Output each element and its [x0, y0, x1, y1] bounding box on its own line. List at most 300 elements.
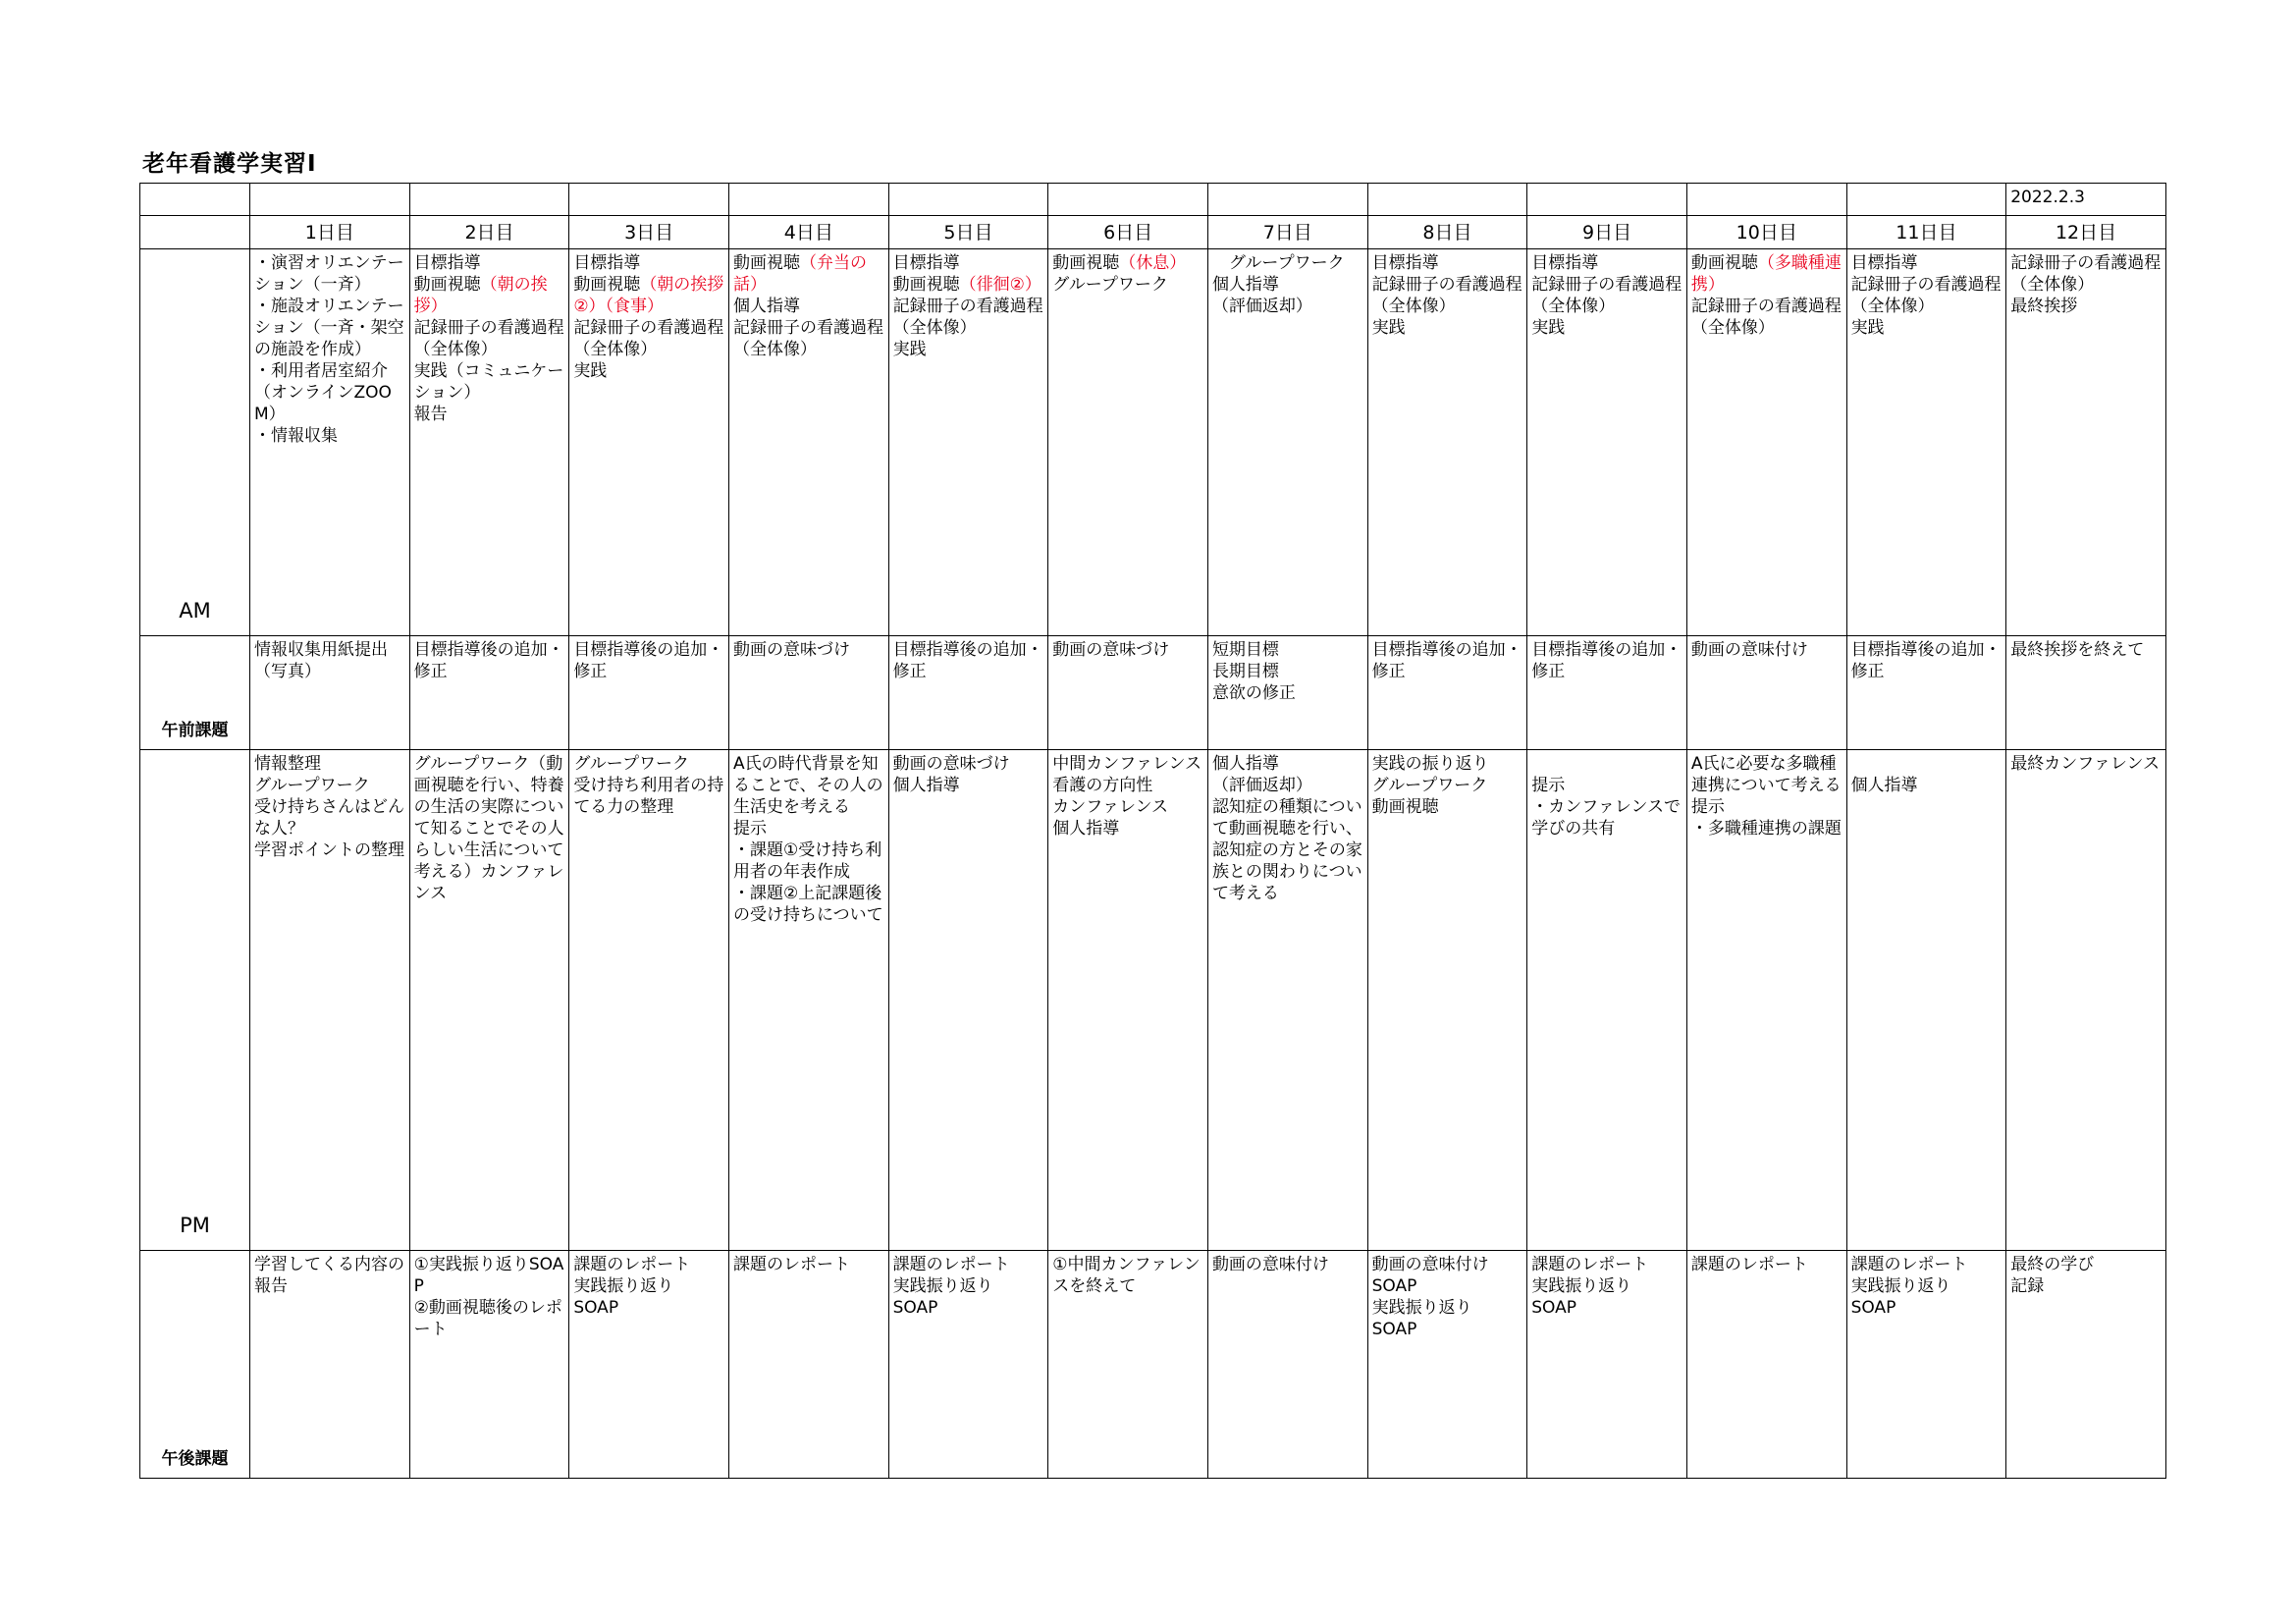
cell-line — [414, 753, 565, 904]
cell-text: 記録冊子の看護過程（全体像） — [732, 318, 883, 359]
empty-cell — [728, 184, 888, 216]
highlighted-text: （弁当の話） — [732, 253, 867, 295]
day-header-1: 1日目 — [250, 216, 410, 249]
cell-line — [254, 296, 405, 360]
cell-line — [1691, 753, 1842, 796]
highlighted-text: （休息） — [1119, 253, 1187, 273]
cell-text: 実践振り返り — [892, 1276, 993, 1296]
am-cell-day-9 — [1527, 249, 1687, 636]
cell-line — [1212, 682, 1363, 704]
cell-text: 記録冊子の看護過程（全体像） — [413, 318, 564, 359]
cell-line — [1212, 274, 1363, 296]
empty-cell — [409, 184, 569, 216]
cell-line — [1531, 317, 1682, 339]
cell-line — [1851, 1297, 2002, 1319]
cell-line — [414, 404, 565, 425]
empty-cell — [1367, 184, 1527, 216]
cell-line — [733, 818, 884, 839]
cell-text: 目標指導後の追加・修正 — [1850, 640, 2002, 681]
cell-text: ・課題①受け持ち利用者の年表作成 — [732, 840, 882, 882]
cell-text: ・カンファレンスで学びの共有 — [1531, 797, 1681, 839]
pm-task-cell-day-1 — [250, 1251, 410, 1479]
am-task-label: 午前課題 — [161, 721, 229, 740]
cell-line — [1691, 818, 1842, 839]
cell-text: ②動画視聴後のレポート — [413, 1298, 562, 1339]
cell-line — [1372, 1297, 1523, 1319]
cell-line — [1052, 274, 1203, 296]
pm-task-cell-day-7 — [1207, 1251, 1367, 1479]
cell-line — [733, 639, 884, 661]
cell-line — [1212, 775, 1363, 796]
cell-line — [1851, 274, 2002, 317]
cell-text: 意欲の修正 — [1211, 683, 1296, 703]
cell-line — [1372, 775, 1523, 796]
pm-cell-day-3 — [569, 750, 729, 1251]
day-header-2: 2日目 — [409, 216, 569, 249]
pm-cell-day-11 — [1846, 750, 2006, 1251]
cell-line — [1531, 775, 1682, 796]
cell-text: 個人指導 — [1211, 754, 1279, 774]
cell-text: 動画視聴 — [1371, 797, 1439, 817]
day-header-3: 3日目 — [569, 216, 729, 249]
cell-text: 課題のレポート — [1690, 1255, 1808, 1274]
cell-line — [893, 339, 1044, 360]
empty-cell — [888, 184, 1048, 216]
pm-cell-day-1 — [250, 750, 410, 1251]
am-task-cell-day-10 — [1686, 636, 1846, 750]
cell-line — [893, 1275, 1044, 1297]
cell-line — [1052, 1254, 1203, 1297]
cell-line — [573, 753, 724, 775]
cell-line — [1531, 1254, 1682, 1275]
cell-line — [1531, 753, 1682, 775]
cell-line — [1531, 252, 1682, 274]
pm-cell-day-2 — [409, 750, 569, 1251]
pm-row — [140, 750, 2166, 1251]
cell-text: ・多職種連携の課題 — [1690, 819, 1842, 839]
cell-line — [1052, 639, 1203, 661]
cell-line — [573, 1297, 724, 1319]
cell-text: A氏の時代背景を知ることで、その人の生活史を考える — [732, 754, 883, 817]
pm-task-cell-day-10 — [1686, 1251, 1846, 1479]
cell-text: 認知症の種類について動画視聴を行い、認知症の方とその家族との関わりについて考える — [1211, 797, 1362, 903]
cell-text: 最終カンファレンス — [2010, 754, 2160, 774]
cell-text: 個人指導 — [1850, 776, 1918, 795]
cell-text: カンファレンス — [1052, 797, 1169, 817]
cell-text: 課題のレポート — [573, 1255, 691, 1274]
cell-line — [573, 317, 724, 360]
pm-task-cell-day-9 — [1527, 1251, 1687, 1479]
cell-text: 提示 — [732, 819, 767, 839]
cell-text: 目標指導 — [1850, 253, 1918, 273]
am-cell-day-1 — [250, 249, 410, 636]
cell-line — [1212, 252, 1363, 274]
corner-cell — [140, 216, 250, 249]
cell-text: 課題のレポート — [1531, 1255, 1649, 1274]
am-task-cell-day-12 — [2006, 636, 2166, 750]
cell-text: 動画の意味付け — [1371, 1255, 1489, 1274]
cell-text: 個人指導 — [1211, 275, 1279, 295]
cell-text: 看護の方向性 — [1052, 776, 1153, 795]
am-task-cell-day-8 — [1367, 636, 1527, 750]
cell-line — [733, 252, 884, 296]
am-cell-day-2 — [409, 249, 569, 636]
cell-text: 報告 — [413, 405, 448, 424]
pm-task-label: 午後課題 — [161, 1449, 229, 1469]
cell-text: SOAP — [1371, 1276, 1417, 1296]
cell-text: 記録冊子の看護過程（全体像） — [1371, 275, 1522, 316]
cell-text: 記録冊子の看護過程（全体像） — [1690, 297, 1842, 338]
am-task-cell-day-9 — [1527, 636, 1687, 750]
cell-text: 目標指導 — [413, 253, 481, 273]
cell-text: 目標指導 — [892, 253, 960, 273]
cell-line — [2010, 1254, 2162, 1275]
pm-label-cell — [140, 750, 250, 1251]
day-header-row — [140, 216, 2166, 249]
cell-line — [254, 639, 405, 682]
cell-text: 実践振り返り — [1371, 1298, 1472, 1318]
cell-text: 実践振り返り — [1850, 1276, 1951, 1296]
cell-text: 実践 — [1850, 318, 1885, 338]
cell-text: 動画視聴 — [413, 275, 481, 295]
cell-line — [1372, 753, 1523, 775]
highlighted-text: （多職種連携） — [1690, 253, 1842, 295]
pm-cell-day-7 — [1207, 750, 1367, 1251]
cell-text: 個人指導 — [732, 297, 800, 316]
cell-line — [893, 274, 1044, 296]
cell-text: 実践の振り返り — [1371, 754, 1489, 774]
empty-cell — [1846, 184, 2006, 216]
cell-text: 目標指導後の追加・修正 — [573, 640, 724, 681]
cell-line — [2010, 296, 2162, 317]
empty-cell — [250, 184, 410, 216]
cell-line — [1212, 661, 1363, 682]
cell-text: ①実践振り返りSOAP — [413, 1255, 564, 1296]
cell-line — [254, 360, 405, 425]
cell-text: 実践 — [573, 361, 608, 381]
cell-text: 目標指導後の追加・修正 — [1371, 640, 1522, 681]
cell-text: グループワーク — [1211, 253, 1345, 273]
am-task-row — [140, 636, 2166, 750]
pm-task-cell-day-5 — [888, 1251, 1048, 1479]
cell-line — [414, 639, 565, 682]
highlighted-text: （朝の挨拶②）（食事） — [573, 275, 724, 316]
document-title: 老年看護学実習Ⅰ — [142, 151, 317, 177]
cell-text: 実践 — [1531, 318, 1566, 338]
am-cell-day-8 — [1367, 249, 1527, 636]
cell-text: 目標指導後の追加・修正 — [413, 640, 564, 681]
cell-line — [254, 775, 405, 796]
cell-line — [1851, 639, 2002, 682]
cell-text: 動画の意味づけ — [1052, 640, 1170, 660]
cell-text: 最終挨拶を終えて — [2010, 640, 2145, 660]
day-header-4: 4日目 — [728, 216, 888, 249]
cell-line — [733, 1254, 884, 1275]
cell-line — [414, 317, 565, 360]
pm-task-cell-day-8 — [1367, 1251, 1527, 1479]
am-cell-day-11 — [1846, 249, 2006, 636]
cell-line — [573, 360, 724, 382]
cell-line — [1851, 252, 2002, 274]
cell-text: 実践 — [892, 340, 927, 359]
pm-cell-day-5 — [888, 750, 1048, 1251]
cell-text: 提示 — [1531, 776, 1566, 795]
pm-task-label-cell — [140, 1251, 250, 1479]
am-cell-day-6 — [1048, 249, 1208, 636]
pm-task-cell-day-2 — [409, 1251, 569, 1479]
cell-text: 課題のレポート — [1850, 1255, 1968, 1274]
cell-text: ・情報収集 — [254, 426, 338, 446]
am-row — [140, 249, 2166, 636]
cell-text: 記録冊子の看護過程（全体像） — [1850, 275, 2002, 316]
cell-line — [1691, 252, 1842, 296]
cell-line — [1052, 753, 1203, 775]
cell-line — [1212, 639, 1363, 661]
cell-line — [1531, 1275, 1682, 1297]
cell-text: 短期目標 — [1211, 640, 1279, 660]
cell-line — [2010, 753, 2162, 775]
cell-line — [893, 1254, 1044, 1275]
day-header-7: 7日目 — [1207, 216, 1367, 249]
am-cell-day-7 — [1207, 249, 1367, 636]
cell-text: SOAP — [1850, 1298, 1896, 1318]
highlighted-text: （朝の挨拶） — [413, 275, 548, 316]
cell-text: 課題のレポート — [892, 1255, 1010, 1274]
cell-line — [2010, 639, 2162, 661]
cell-text: 動画の意味づけ — [732, 640, 850, 660]
cell-line — [254, 252, 405, 296]
cell-line — [573, 1275, 724, 1297]
cell-line — [1851, 753, 2002, 775]
cell-line — [2010, 1275, 2162, 1297]
cell-text: ・演習オリエンテーション（一斉） — [254, 253, 404, 295]
pm-task-cell-day-6 — [1048, 1251, 1208, 1479]
cell-text: 最終挨拶 — [2010, 297, 2078, 316]
am-task-cell-day-4 — [728, 636, 888, 750]
cell-line — [1212, 296, 1363, 317]
cell-line — [1052, 252, 1203, 274]
cell-line — [733, 317, 884, 360]
cell-line — [733, 753, 884, 818]
cell-text: 長期目標 — [1211, 662, 1279, 681]
cell-line — [254, 753, 405, 775]
cell-text: 目標指導 — [573, 253, 641, 273]
cell-text: 課題のレポート — [732, 1255, 850, 1274]
cell-line — [414, 252, 565, 274]
cell-text: 動画の意味付け — [1690, 640, 1808, 660]
cell-text: 記録冊子の看護過程（全体像） — [573, 318, 724, 359]
cell-text: 記録冊子の看護過程（全体像） — [892, 297, 1043, 338]
cell-text: 動画の意味付け — [1211, 1255, 1329, 1274]
am-cell-day-5 — [888, 249, 1048, 636]
cell-text: SOAP — [892, 1298, 938, 1318]
cell-line — [1691, 796, 1842, 818]
cell-text: 中間カンファレンス — [1052, 754, 1202, 774]
cell-line — [414, 1297, 565, 1340]
cell-line — [573, 639, 724, 682]
cell-text: 目標指導 — [1531, 253, 1599, 273]
cell-text: ・課題②上記課題後の受け持ちについて — [732, 884, 883, 925]
cell-line — [733, 883, 884, 926]
cell-line — [1212, 1254, 1363, 1275]
cell-text: SOAP — [573, 1298, 619, 1318]
empty-cell — [1686, 184, 1846, 216]
cell-line — [1052, 775, 1203, 796]
cell-text: SOAP — [1531, 1298, 1577, 1318]
cell-line — [1212, 753, 1363, 775]
cell-text: （評価返却） — [1211, 297, 1312, 316]
cell-line — [1372, 274, 1523, 317]
cell-text: グループワーク — [254, 776, 370, 795]
cell-line — [1851, 1254, 2002, 1275]
cell-line — [893, 296, 1044, 339]
cell-line — [254, 1254, 405, 1297]
cell-text: グループワーク — [573, 754, 689, 774]
am-task-cell-day-1 — [250, 636, 410, 750]
cell-line — [1372, 252, 1523, 274]
empty-cell — [1527, 184, 1687, 216]
cell-line — [573, 1254, 724, 1275]
cell-text: 目標指導 — [1371, 253, 1439, 273]
pm-label: PM — [180, 1214, 210, 1237]
am-task-cell-day-11 — [1846, 636, 2006, 750]
cell-line — [1052, 796, 1203, 818]
cell-line — [1372, 639, 1523, 682]
cell-text: 学習ポイントの整理 — [254, 840, 404, 860]
cell-text: 記録冊子の看護過程（全体像） — [2010, 253, 2162, 295]
pm-cell-day-8 — [1367, 750, 1527, 1251]
cell-text: 実践 — [1371, 318, 1406, 338]
cell-text: A氏に必要な多職種連携について考える — [1690, 754, 1842, 795]
cell-text: 情報収集用紙提出（写真） — [254, 640, 388, 681]
am-cell-day-4 — [728, 249, 888, 636]
pm-cell-day-4 — [728, 750, 888, 1251]
cell-line — [414, 274, 565, 317]
schedule-table — [139, 183, 2166, 1479]
cell-text: 情報整理 — [254, 754, 321, 774]
cell-line — [1372, 317, 1523, 339]
cell-line — [1212, 796, 1363, 904]
cell-line — [1691, 296, 1842, 339]
pm-task-row — [140, 1251, 2166, 1479]
cell-line — [1851, 775, 2002, 796]
cell-line — [1531, 274, 1682, 317]
am-label-cell — [140, 249, 250, 636]
highlighted-text: （徘徊②） — [959, 275, 1041, 295]
cell-line — [893, 639, 1044, 682]
cell-line — [414, 1254, 565, 1297]
cell-text: 受け持ち利用者の持てる力の整理 — [573, 776, 724, 817]
cell-text: 記録 — [2010, 1276, 2045, 1296]
cell-text: 実践（コミュニケーション） — [413, 361, 564, 403]
cell-text: 目標指導後の追加・修正 — [892, 640, 1043, 681]
pm-cell-day-12 — [2006, 750, 2166, 1251]
cell-text: 受け持ちさんはどんな人？ — [254, 797, 404, 839]
cell-text: 動画視聴 — [732, 253, 800, 273]
cell-line — [733, 296, 884, 317]
day-header-6: 6日目 — [1048, 216, 1208, 249]
pm-cell-day-6 — [1048, 750, 1208, 1251]
cell-text: 動画視聴 — [573, 275, 641, 295]
cell-line — [1691, 1254, 1842, 1275]
date-row — [140, 184, 2166, 216]
day-header-10: 10日目 — [1686, 216, 1846, 249]
cell-line — [573, 252, 724, 274]
cell-line — [414, 360, 565, 404]
cell-line — [573, 274, 724, 317]
cell-line — [1372, 796, 1523, 818]
cell-text: ・施設オリエンテーション（一斉・架空の施設を作成） — [254, 297, 404, 359]
cell-line — [893, 1297, 1044, 1319]
cell-line — [1372, 1319, 1523, 1340]
am-task-cell-day-5 — [888, 636, 1048, 750]
cell-line — [893, 753, 1044, 775]
day-header-12: 12日目 — [2006, 216, 2166, 249]
cell-text: 最終の学び — [2010, 1255, 2095, 1274]
cell-line — [1052, 818, 1203, 839]
am-task-cell-day-3 — [569, 636, 729, 750]
am-cell-day-12 — [2006, 249, 2166, 636]
cell-line — [1531, 796, 1682, 839]
empty-cell — [569, 184, 729, 216]
pm-task-cell-day-3 — [569, 1251, 729, 1479]
cell-text: グループワーク — [1371, 776, 1488, 795]
day-header-5: 5日目 — [888, 216, 1048, 249]
cell-line — [254, 796, 405, 839]
cell-line — [1851, 317, 2002, 339]
date-cell: 2022.2.3 — [2006, 184, 2166, 216]
cell-text: 提示 — [1690, 797, 1725, 817]
cell-text: 個人指導 — [892, 776, 960, 795]
cell-text: 記録冊子の看護過程（全体像） — [1531, 275, 1682, 316]
cell-text: 実践振り返り — [573, 1276, 674, 1296]
cell-line — [1851, 1275, 2002, 1297]
cell-text: グループワーク — [1052, 275, 1168, 295]
am-task-cell-day-7 — [1207, 636, 1367, 750]
cell-text: 動画視聴 — [1690, 253, 1758, 273]
cell-line — [254, 425, 405, 447]
day-header-9: 9日目 — [1527, 216, 1687, 249]
cell-line — [1691, 639, 1842, 661]
am-task-cell-day-6 — [1048, 636, 1208, 750]
pm-task-cell-day-11 — [1846, 1251, 2006, 1479]
pm-task-cell-day-4 — [728, 1251, 888, 1479]
am-label: AM — [179, 599, 211, 623]
cell-line — [573, 775, 724, 818]
cell-text: グループワーク（動画視聴を行い、特養の生活の実際について知ることでその人らしい生活について考える）カンファレンス — [413, 754, 564, 903]
cell-line — [893, 775, 1044, 796]
am-task-label-cell — [140, 636, 250, 750]
pm-cell-day-9 — [1527, 750, 1687, 1251]
cell-line — [1372, 1275, 1523, 1297]
am-cell-day-3 — [569, 249, 729, 636]
cell-line — [254, 839, 405, 861]
pm-task-cell-day-12 — [2006, 1251, 2166, 1479]
cell-text: ①中間カンファレンスを終えて — [1052, 1255, 1201, 1296]
cell-line — [733, 839, 884, 883]
empty-cell — [1207, 184, 1367, 216]
cell-line — [893, 252, 1044, 274]
pm-cell-day-10 — [1686, 750, 1846, 1251]
empty-cell — [140, 184, 250, 216]
cell-text: 動画視聴 — [892, 275, 960, 295]
day-header-11: 11日目 — [1846, 216, 2006, 249]
cell-line — [1372, 1254, 1523, 1275]
cell-line — [2010, 252, 2162, 296]
cell-text: SOAP — [1371, 1320, 1417, 1339]
cell-text: 実践振り返り — [1531, 1276, 1632, 1296]
cell-text: 学習してくる内容の報告 — [254, 1255, 404, 1296]
